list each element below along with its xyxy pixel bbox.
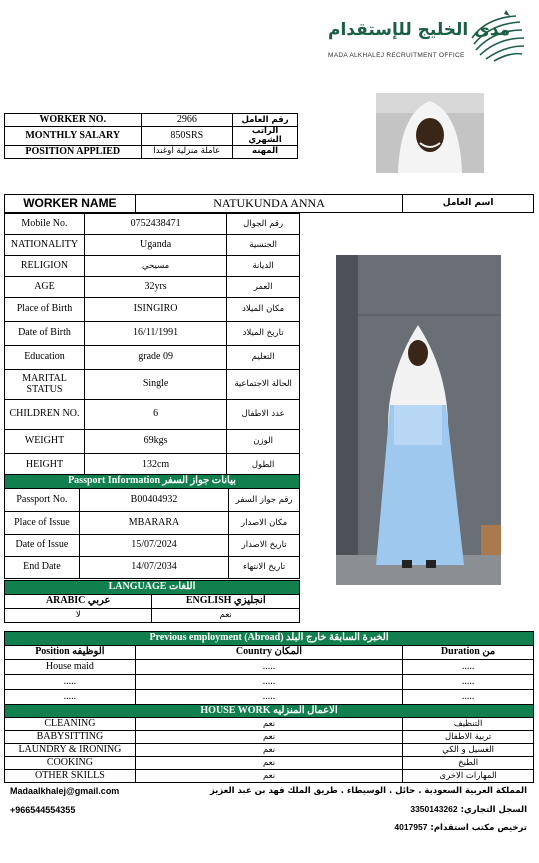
passport-label: Passport No. <box>5 489 80 512</box>
table-row <box>5 675 534 690</box>
table-row <box>5 346 300 370</box>
detail-label-ar: عدد الاطفال <box>227 400 300 430</box>
table-row <box>5 512 300 535</box>
table-row <box>5 214 300 235</box>
company-logo <box>326 8 531 73</box>
skill-label: LAUNDRY & IRONING <box>5 744 136 757</box>
table-row <box>5 370 300 400</box>
worker-no-value: 2966 <box>141 114 233 127</box>
house-work-header: HOUSE WORK الاعمال المنزليه <box>5 705 534 718</box>
arabic-language-value: لا <box>5 609 152 623</box>
detail-label: WEIGHT <box>5 430 85 454</box>
passport-label-ar: تاريخ الانتهاء <box>229 557 300 579</box>
skill-label-ar: تربية الاطفال <box>403 731 534 744</box>
footer-cr-label: السجل التجاري: <box>460 805 527 815</box>
summary-table <box>4 113 298 159</box>
table-row <box>5 660 534 675</box>
detail-value: Uganda <box>84 235 226 256</box>
table-row <box>5 557 300 579</box>
detail-value: 69kgs <box>84 430 226 454</box>
detail-value: 132cm <box>84 454 226 477</box>
worker-name-label: WORKER NAME <box>5 195 136 213</box>
detail-label-ar: الطول <box>227 454 300 477</box>
skill-label-ar: المهارات الاخرى <box>403 770 534 783</box>
skill-label-ar: التنظيف <box>403 718 534 731</box>
employment-duration: ..... <box>403 660 534 675</box>
previous-employment-header: Previous employment (Abroad) الخبرة السابقة خارج البلد <box>5 632 534 646</box>
detail-value: ISINGIRO <box>84 298 226 322</box>
detail-label-ar: مكان الميلاد <box>227 298 300 322</box>
detail-label: Education <box>5 346 85 370</box>
detail-label: NATIONALITY <box>5 235 85 256</box>
skill-value: نعم <box>135 770 402 783</box>
position-column-header: Position الوظيفه <box>5 646 136 660</box>
employment-country: ..... <box>135 690 402 705</box>
footer-license <box>394 822 527 833</box>
detail-value: 6 <box>84 400 226 430</box>
skill-value: نعم <box>135 718 402 731</box>
detail-label-ar: تاريخ الميلاد <box>227 322 300 346</box>
table-row <box>5 731 534 744</box>
footer-address: المملكة العربية السعودية . حائل . الوسيطاء . طريق الملك فهد بن عبد العزيز <box>209 786 527 796</box>
table-row <box>5 718 534 731</box>
table-row <box>5 235 300 256</box>
detail-label: HEIGHT <box>5 454 85 477</box>
worker-no-label-ar: رقم العامل <box>233 114 298 127</box>
language-section-header: LANGUAGE اللغات <box>5 581 300 595</box>
skill-label: OTHER SKILLS <box>5 770 136 783</box>
table-row <box>5 489 300 512</box>
table-row <box>5 277 300 298</box>
house-work-table <box>4 704 534 783</box>
detail-value: grade 09 <box>84 346 226 370</box>
logo-globe-icon <box>466 8 528 62</box>
footer-license-label: ترخيص مكتب استقدام: <box>430 823 527 833</box>
detail-label: Mobile No. <box>5 214 85 235</box>
detail-value: مسيحي <box>84 256 226 277</box>
passport-label-ar: تاريخ الاصدار <box>229 535 300 557</box>
employment-duration: ..... <box>403 675 534 690</box>
detail-label: RELIGION <box>5 256 85 277</box>
detail-label-ar: الديانة <box>227 256 300 277</box>
employment-country: ..... <box>135 660 402 675</box>
detail-label: CHILDREN NO. <box>5 400 85 430</box>
table-row <box>5 690 534 705</box>
footer-email[interactable]: Madaalkhalej@gmail.com <box>10 786 120 796</box>
detail-value: Single <box>84 370 226 400</box>
detail-label: Date of Birth <box>5 322 85 346</box>
passport-label-ar: مكان الاصدار <box>229 512 300 535</box>
passport-label: Place of Issue <box>5 512 80 535</box>
passport-table <box>4 474 300 579</box>
table-row <box>5 430 300 454</box>
previous-employment-table <box>4 631 534 705</box>
country-column-header: Country المكان <box>135 646 402 660</box>
passport-value: MBARARA <box>79 512 228 535</box>
table-row <box>5 535 300 557</box>
monthly-salary-label-ar: الراتب الشهري <box>233 127 298 146</box>
arabic-language-label: ARABIC عربي <box>5 595 152 609</box>
language-table <box>4 580 300 623</box>
details-table <box>4 213 300 477</box>
passport-label-ar: رقم جواز السفر <box>229 489 300 512</box>
worker-name-value: NATUKUNDA ANNA <box>135 195 402 213</box>
worker-name-label-ar: اسم العامل <box>403 195 534 213</box>
employment-country: ..... <box>135 675 402 690</box>
position-applied-label-ar: المهنه <box>233 145 298 158</box>
english-language-value: نعم <box>152 609 300 623</box>
detail-label-ar: العمر <box>227 277 300 298</box>
worker-no-label: WORKER NO. <box>5 114 142 127</box>
worker-name-table <box>4 194 534 213</box>
detail-label-ar: رقم الجوال <box>227 214 300 235</box>
passport-label: Date of Issue <box>5 535 80 557</box>
detail-label: MARITAL STATUS <box>5 370 85 400</box>
skill-value: نعم <box>135 757 402 770</box>
detail-value: 16/11/1991 <box>84 322 226 346</box>
table-row <box>5 770 534 783</box>
passport-section-header: Passport Information بيانات جواز السفر <box>5 475 300 489</box>
duration-column-header: Duration من <box>403 646 534 660</box>
detail-label-ar: الجنسية <box>227 235 300 256</box>
footer-cr-value: 3350143262 <box>410 804 458 814</box>
logo-arabic-name: مدى الخليج للإستقدام <box>328 20 511 40</box>
employment-duration: ..... <box>403 690 534 705</box>
passport-value: B00404932 <box>79 489 228 512</box>
table-row <box>5 298 300 322</box>
skill-label: COOKING <box>5 757 136 770</box>
table-row <box>5 256 300 277</box>
passport-value: 14/07/2034 <box>79 557 228 579</box>
table-row <box>5 744 534 757</box>
table-row <box>5 400 300 430</box>
position-applied-value: عاملة منزلية اوغندا <box>141 145 233 158</box>
detail-label-ar: الوزن <box>227 430 300 454</box>
detail-value: 0752438471 <box>84 214 226 235</box>
skill-label: BABYSITTING <box>5 731 136 744</box>
passport-label: End Date <box>5 557 80 579</box>
skill-value: نعم <box>135 744 402 757</box>
detail-label: Place of Birth <box>5 298 85 322</box>
footer-phone[interactable]: +966544554355 <box>10 805 76 815</box>
worker-portrait-photo <box>376 93 484 173</box>
footer-license-value: 4017957 <box>394 822 428 832</box>
employment-position: ..... <box>5 675 136 690</box>
english-language-label: ENGLISH انجليزي <box>152 595 300 609</box>
passport-value: 15/07/2024 <box>79 535 228 557</box>
detail-value: 32yrs <box>84 277 226 298</box>
skill-label: CLEANING <box>5 718 136 731</box>
detail-label: AGE <box>5 277 85 298</box>
table-row <box>5 757 534 770</box>
skill-label-ar: الغسيل و الكي <box>403 744 534 757</box>
footer-cr <box>410 804 527 815</box>
table-row <box>5 322 300 346</box>
monthly-salary-label: MONTHLY SALARY <box>5 127 142 146</box>
worker-full-body-photo <box>336 255 501 585</box>
skill-label-ar: الطبخ <box>403 757 534 770</box>
detail-label-ar: التعليم <box>227 346 300 370</box>
detail-label-ar: الحالة الاجتماعية <box>227 370 300 400</box>
position-applied-label: POSITION APPLIED <box>5 145 142 158</box>
skill-value: نعم <box>135 731 402 744</box>
monthly-salary-value: 850SRS <box>141 127 233 146</box>
employment-position: House maid <box>5 660 136 675</box>
logo-english-name: MADA ALKHALEJ RECRUITMENT OFFICE <box>328 52 465 59</box>
employment-position: ..... <box>5 690 136 705</box>
